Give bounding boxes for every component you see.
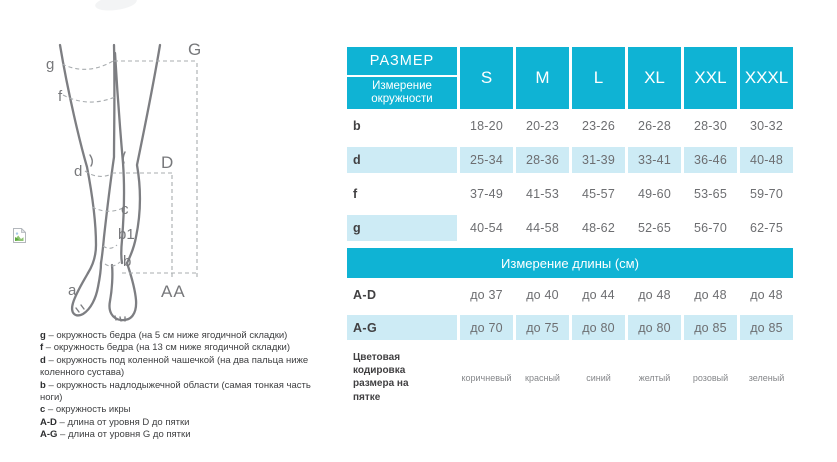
right-foot <box>109 263 136 320</box>
label-g: g <box>46 56 55 73</box>
value-cell: 41-53 <box>526 187 559 201</box>
legend-text: – окружность бедра (на 13 см ниже ягодичной складки) <box>43 342 290 354</box>
heel-color-name: красный <box>525 373 560 383</box>
length-banner: Измерение длины (см) <box>347 248 793 278</box>
legend-item <box>40 417 328 429</box>
value-cell: до 37 <box>470 287 503 302</box>
value-cell: 37-49 <box>470 187 503 201</box>
value-cell: 31-39 <box>572 147 625 173</box>
row-label: d <box>347 147 457 173</box>
value-cell: до 80 <box>628 315 681 340</box>
label-D: D <box>161 153 174 172</box>
value-cell: до 85 <box>684 315 737 340</box>
value-cell: до 85 <box>740 315 793 340</box>
label-d: d <box>74 163 83 180</box>
legend-item <box>40 355 328 380</box>
value-cell: 23-26 <box>582 119 615 133</box>
heel-color-name: желтый <box>638 373 671 383</box>
diagram-legend <box>40 330 328 442</box>
value-cell: 36-46 <box>684 147 737 173</box>
value-cell: 48-62 <box>582 221 615 235</box>
value-cell: 62-75 <box>750 221 783 235</box>
row-label: g <box>347 215 457 241</box>
header-corner-cell <box>347 47 457 109</box>
legend-item <box>40 429 328 441</box>
value-cell: 30-32 <box>750 119 783 133</box>
heel-color-row <box>347 346 793 404</box>
heel-color-name: коричневый <box>461 373 512 383</box>
label-f: f <box>58 88 63 105</box>
label-c: c <box>121 201 129 218</box>
size-col-header: XXL <box>684 47 737 109</box>
value-cell: 26-28 <box>638 119 671 133</box>
size-table <box>347 47 793 404</box>
value-cell: 20-23 <box>526 119 559 133</box>
leg-diagram <box>30 5 230 330</box>
legend-text: – окружность надлодыжечной области (самая тонкая часть ноги) <box>40 379 311 404</box>
value-cell: 28-36 <box>516 147 569 173</box>
circumference-title: Измерение окружности <box>371 79 433 105</box>
legend-key: A-G <box>40 429 58 441</box>
value-cell: до 40 <box>526 287 559 302</box>
size-col-header: L <box>572 47 625 109</box>
legend-key: d <box>40 354 46 366</box>
value-cell: 45-57 <box>582 187 615 201</box>
label-G: G <box>188 40 202 59</box>
row-label: A-D <box>353 287 377 302</box>
legend-text: – длина от уровня D до пятки <box>56 416 190 428</box>
label-AA: AA <box>161 282 186 301</box>
left-knee-crease <box>90 155 92 166</box>
row-label: f <box>353 187 358 201</box>
value-cell: 52-65 <box>638 221 671 235</box>
b1-level-arc <box>103 245 117 248</box>
heel-color-name: синий <box>586 373 611 383</box>
left-leg-inner-line <box>101 45 114 263</box>
legend-key: b <box>40 379 46 391</box>
legend-item <box>40 380 328 405</box>
size-col-header: XXXL <box>740 47 793 109</box>
value-cell: до 48 <box>638 287 671 302</box>
heel-color-name: зеленый <box>748 373 785 383</box>
value-cell: до 48 <box>694 287 727 302</box>
table-row <box>347 211 793 245</box>
table-row <box>347 109 793 143</box>
legend-text: – окружность бедра (на 5 см ниже ягодичной складки) <box>45 330 288 341</box>
value-cell: до 48 <box>750 287 783 302</box>
size-col-header: XL <box>628 47 681 109</box>
value-cell: 59-70 <box>750 187 783 201</box>
legend-item <box>40 342 328 354</box>
table-row <box>347 278 793 311</box>
table-row <box>347 177 793 211</box>
size-col-header: S <box>460 47 513 109</box>
legend-text: – окружность под коленной чашечкой (на два пальца ниже коленного сустава) <box>40 354 309 379</box>
left-foot-toes <box>76 305 84 312</box>
size-col-header: M <box>516 47 569 109</box>
value-cell: 40-48 <box>740 147 793 173</box>
value-cell: до 44 <box>582 287 615 302</box>
g-level-arc <box>62 61 113 69</box>
value-cell: до 75 <box>516 315 569 340</box>
value-cell: 56-70 <box>694 221 727 235</box>
length-rows <box>347 278 793 344</box>
label-b: b <box>123 253 132 270</box>
heel-color-name: розовый <box>692 373 729 383</box>
right-knee-crease <box>123 152 125 163</box>
table-row <box>347 311 793 344</box>
legend-key: f <box>40 342 44 354</box>
legend-text: – окружность икры <box>45 404 131 416</box>
heel-color-label: Цветовая кодировка размера на пятке <box>353 352 409 403</box>
value-cell: 49-60 <box>638 187 671 201</box>
value-cell: 18-20 <box>470 119 503 133</box>
value-cell: 25-34 <box>460 147 513 173</box>
legend-key: c <box>40 404 46 416</box>
legend-text: – длина от уровня G до пятки <box>57 429 191 441</box>
legend-item <box>40 404 328 416</box>
value-cell: 53-65 <box>694 187 727 201</box>
size-title: РАЗМЕР <box>369 53 435 69</box>
value-cell: 28-30 <box>694 119 727 133</box>
value-cell: 40-54 <box>470 221 503 235</box>
row-label: b <box>353 119 362 133</box>
value-cell: 33-41 <box>628 147 681 173</box>
value-cell: до 70 <box>460 315 513 340</box>
label-a: a <box>68 282 77 299</box>
value-cell: до 80 <box>572 315 625 340</box>
left-leg-outer-line <box>60 45 96 273</box>
row-label: A-G <box>347 315 457 340</box>
value-cell: 44-58 <box>526 221 559 235</box>
table-row <box>347 143 793 177</box>
legend-key: g <box>40 330 46 341</box>
legend-item <box>40 330 328 342</box>
size-header-row <box>347 47 793 109</box>
circumference-rows <box>347 109 793 245</box>
label-b1: b1 <box>118 226 135 243</box>
legend-key: A-D <box>40 416 57 428</box>
broken-image-icon <box>13 228 26 243</box>
